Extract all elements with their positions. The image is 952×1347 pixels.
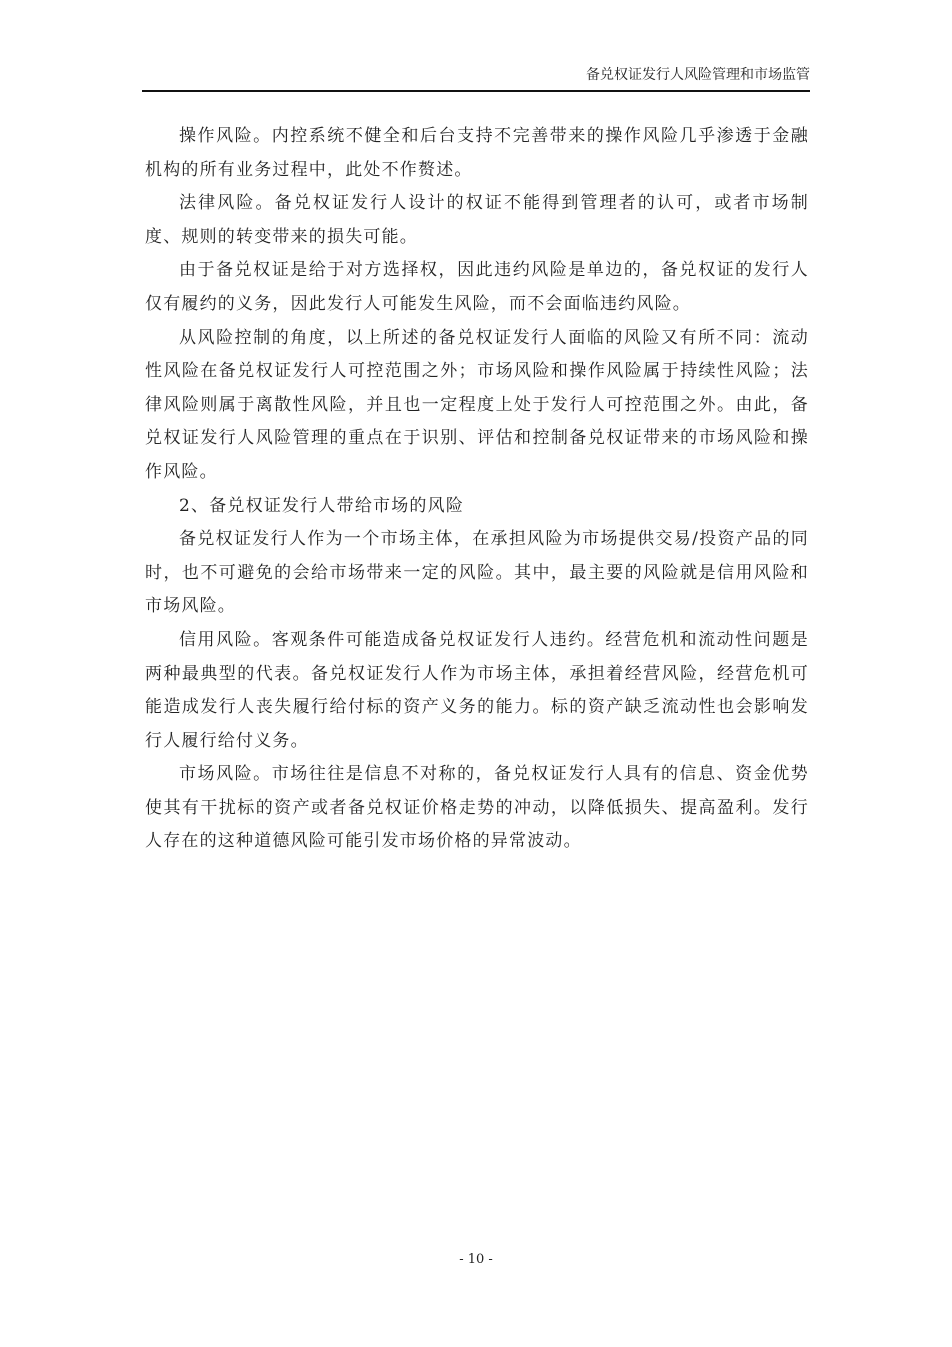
section-heading: 2、备兑权证发行人带给市场的风险 <box>179 495 465 516</box>
page-number: - 10 - <box>459 1252 493 1267</box>
paragraph-default-risk: 由于备兑权证是给于对方选择权，因此违约风险是单边的，备兑权证的发行人仅有履约的义务，因此发行人可能发生风险，而不会面临违约风险。 <box>145 260 809 314</box>
paragraph-legal-risk: 法律风险。备兑权证发行人设计的权证不能得到管理者的认可，或者市场制度、规则的转变带来的损失可能。 <box>145 193 809 247</box>
body-content <box>145 120 809 859</box>
header-title: 备兑权证发行人风险管理和市场监管 <box>586 67 810 83</box>
page-header <box>142 64 810 92</box>
paragraph-risk-control: 从风险控制的角度，以上所述的备兑权证发行人面临的风险又有所不同：流动性风险在备兑权证发行人可控范围之外；市场风险和操作风险属于持续性风险；法律风险则属于离散性风险，并且也一定程度上处于发行人可控范围之外。由此，备兑权证发行人风险管理的重点在于识别、评估和控制备兑权证带来的市场风险和操作风险。 <box>145 327 809 482</box>
paragraph-credit-risk: 信用风险。客观条件可能造成备兑权证发行人违约。经营危机和流动性问题是两种最典型的代表。备兑权证发行人作为市场主体，承担着经营风险，经营危机可能造成发行人丧失履行给付标的资产义务的能力。标的资产缺乏流动性也会影响发行人履行给付义务。 <box>145 629 809 751</box>
paragraph-operational-risk: 操作风险。内控系统不健全和后台支持不完善带来的操作风险几乎渗透于金融机构的所有业务过程中，此处不作赘述。 <box>145 126 809 180</box>
paragraph-market-subject: 备兑权证发行人作为一个市场主体，在承担风险为市场提供交易/投资产品的同时，也不可避免的会给市场带来一定的风险。其中，最主要的风险就是信用风险和市场风险。 <box>145 529 809 617</box>
paragraph-market-risk: 市场风险。市场往往是信息不对称的，备兑权证发行人具有的信息、资金优势使其有干扰标的资产或者备兑权证价格走势的冲动，以降低损失、提高盈利。发行人存在的这种道德风险可能引发市场价格的异常波动。 <box>145 764 809 852</box>
